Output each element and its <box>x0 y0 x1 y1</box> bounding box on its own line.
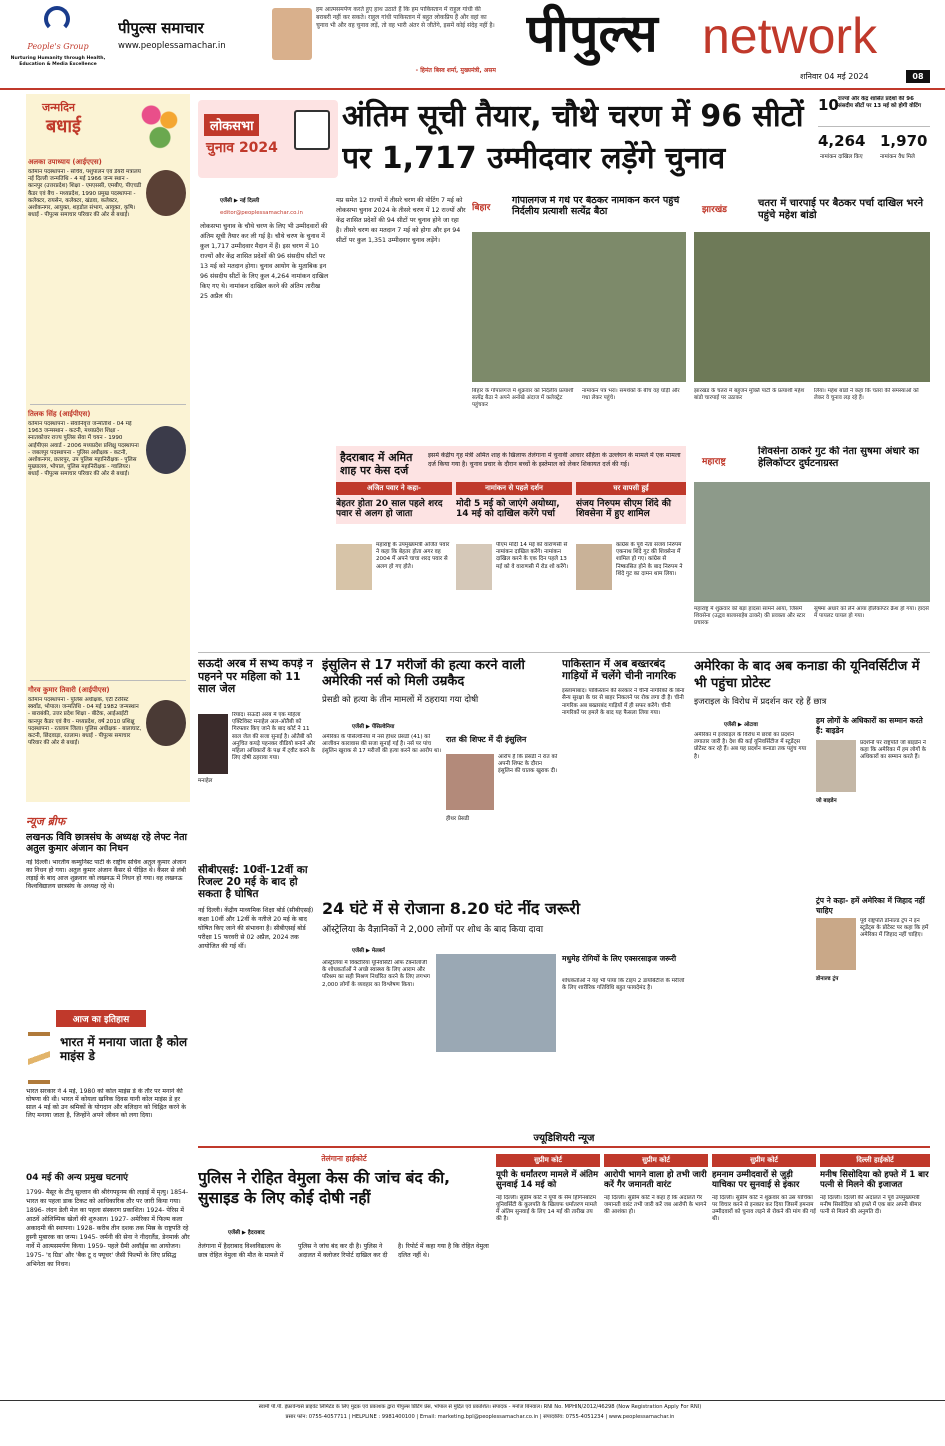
birthday-title <box>26 94 190 156</box>
judiciary-item-3 <box>712 1154 816 1392</box>
loksabha-badge-bottom: चुनाव 2024 <box>206 140 278 156</box>
pakistan-text: इस्लामाबाद। पाकिस्तान की सरकार ने चीनी नागरिकों के बिना सैन्य सुरक्षा के घर से बाहर निकलने पर रोक लगा दी है। चीनी नागरिक अब बख्तरबंद गाड़ियों में ही सफर करेंगे। चीनी नागरिकों पर हमले के बाद यह फैसला लिया गया। <box>562 688 685 716</box>
biden-text: प्रदर्शनों पर राष्ट्रपति जो बाइडेन ने कहा कि अमेरिका में हम लोगों के अधिकारों का सम्मान करते हैं। <box>860 740 927 761</box>
sleep-story <box>322 900 686 1120</box>
jharkhand-story <box>694 196 930 446</box>
trump-name: डोनाल्ड ट्रंप <box>816 976 839 982</box>
news-brief-text: नई दिल्ली। भारतीय कम्युनिस्ट पार्टी के राष्ट्रीय सचिव अतुल कुमार अंजान का निधन हो गया। अतुल कुमार अंजान कैंसर से पीड़ित थे। कैंसर से लंबी लड़ाई के बाद आज शुक्रवार को लखनऊ में निधन हो गया। वह लखनऊ विश्वविद्यालय छात्रसंघ के अध्यक्ष रहे थे। <box>26 858 187 890</box>
lead-headline: अंतिम सूची तैयार, चौथे चरण में 96 सीटों पर 1,717 उम्मीदवार लड़ेंगे चुनाव <box>342 99 804 176</box>
sanjay-kicker: घर वापसी हुई <box>576 482 686 495</box>
judiciary-kicker: सुप्रीम कोर्ट <box>712 1154 816 1167</box>
sleep-box-text: शोधकर्ताओं ने यह भी पाया कि टाइप 2 डायबिटीज के मरीजों के लिए शारीरिक गतिविधि बहुत फायदेमंद है। <box>562 978 685 992</box>
person-name: गौरव कुमार तिवारी (आईपीएस) <box>28 686 110 694</box>
page-title <box>526 0 945 70</box>
judiciary-headline: हमनाम उम्मीदवारों से जुड़ी याचिका पर सुनवाई से इंकार <box>712 1170 800 1190</box>
saudi-headline: सऊदी अरब में सभ्य कपड़े न पहनने पर महिला को 11 साल जेल <box>198 658 313 696</box>
quote-author: - हिमंत बिस्व शर्मा, मुख्यमंत्री, असम <box>415 67 496 74</box>
person-details: वर्तमान पदस्थापना - सेवानिवृत्त जन्मतिथि - 04 मई 1963 जन्मस्थान - कटनी, मध्यप्रदेश शिक्षा - स्नातकोत्तर राज्य पुलिस सेवा में चयन - 1990 आईपीएस अवार्ड - 2006 मध्यप्रदेश प्रशिक्षु पदस्थापना - जबलपुर पदस्थापना - पुलिस अधीक्षक - कटनी, अशोकनगर, छतरपुर, उप पुलिस महानिरीक्षक - पुलिस मुख्यालय, भोपाल, पुलिस महानिरीक्षक - ग्वालियर। बधाई - पीपुल्स समाचार परिवार की ओर से बधाई। <box>28 421 139 478</box>
modi-text: पीएम मोदी 14 मई को वाराणसी से नामांकन दाखिल करेंगे। नामांकन दाखिल करने के एक दिन पहले 13 मई को वे वाराणसी में रोड शो करेंगे। <box>496 542 569 570</box>
ballot-box-icon <box>294 110 330 150</box>
person-photo <box>146 700 186 746</box>
cbse-story <box>198 864 316 1114</box>
judiciary-headline: मनीष सिसोदिया को हफ्ते में 1 बार पत्नी से मिलने की इजाजत <box>820 1170 929 1190</box>
jharkhand-caption-1: झारखंड के चतरा में बहुजन मुक्ति पार्टी के प्रत्याशी महेश बांडो चारपाई पर उठाकर <box>694 388 805 401</box>
pakistan-story <box>562 658 686 908</box>
sanjay-headline: संजय निरुपम सीएम शिंदे की शिवसेना में हुए शामिल <box>576 499 671 520</box>
nurse-box-text: आरोप है कि प्रेसडी ने रात को अपनी शिफ्ट के दौरान इंसुलिन की घातक खुराक दी। <box>498 754 558 775</box>
maharashtra-headline: शिवसेना ठाकरे गुट की नेता सुषमा अंधारे का हेलिकॉप्टर दुर्घटनाग्रस्त <box>758 446 920 469</box>
title-network: network <box>702 8 878 64</box>
judiciary-kicker: सुप्रीम कोर्ट <box>496 1154 600 1167</box>
ajit-headline: बेहतर होता 20 साल पहले शरद पवार से अलग हो जाता <box>336 499 443 520</box>
lead-body-2: मप्र समेत 12 राज्यों में तीसरे चरण की वोटिंग 7 मई को लोकसभा चुनाव 2024 के तीसरे चरण में 12 राज्यों और केंद्र शासित प्रदेशों की 94 सीटों पर चुनाव होने जा रहा है। तीसरे चरण का मतदान 7 मई को होगा और इन 94 सीटों पर कुल 1,351 उम्मीदवार चुनाव लड़ेंगे। <box>336 197 466 244</box>
group-logo <box>8 4 108 82</box>
lead-email: editor@peoplessamachar.co.in <box>220 210 303 216</box>
judiciary-label <box>494 1130 634 1146</box>
group-logo-text: People's Group <box>27 42 89 51</box>
bihar-headline: गोपालगंज में गधे पर बैठकर नामांकन करने पहुंचे निर्दलीय प्रत्याशी सत्येंद्र बैठा <box>512 196 680 217</box>
stat-head: राज्यों और केंद्र शासित प्रदेशों की 96 संसदीय सीटों पर 13 मई को होगी वोटिंग <box>838 96 922 109</box>
birthday-title-main: बधाई <box>46 116 81 137</box>
stat-lbl-valid: नामांकन वैध मिले <box>880 154 915 160</box>
judiciary-text: नई दिल्ली। दिल्ली की अदालत ने पूर्व उपमुख्यमंत्री मनीष सिसोदिया को हफ्ते में एक बार अपनी बीमार पत्नी से मिलने की अनुमति दी। <box>820 1194 922 1215</box>
nurse-agency: एजेंसी ▶ पेंसिल्वेनिया <box>352 724 395 730</box>
judiciary-kicker: दिल्ली हाईकोर्ट <box>820 1154 930 1167</box>
footer-imprint: स्वामी पी.पी. इंफ्रावेन्चर्स प्राइवेट लिमिटेड के लिए मुद्रक एवं प्रकाशक द्वारा पीपुल्स प्रिंटिंग प्रेस, भोपाल से मुद्रित एवं प्रकाशित। संपादक - मनोज बिनवाल। RNI No. MPHIN/2012/46298 (Now Registration Apply For RNI) <box>258 1404 702 1410</box>
canada-headline: अमेरिका के बाद अब कनाडा की यूनिवर्सिटीज में भी पहुंचा प्रोटेस्ट <box>694 659 920 691</box>
footer-contact: प्रसार फोन: 0755-4057711 | HELPLINE : 9981400100 | Email: marketing.bpl@peoplessamachar.co.in | संपादकीय: 0755-4051234 | www.peoplessamachar.in <box>285 1414 675 1420</box>
sleep-agency: एजेंसी ▶ मेलबर्न <box>352 948 385 954</box>
nurse-photo <box>446 754 494 810</box>
issue-date: शनिवार 04 मई 2024 <box>800 72 869 81</box>
group-logo-icon <box>44 6 70 32</box>
modi-headline: मोदी 5 मई को जाएंगे अयोध्या, 14 मई को दाखिल करेंगे पर्चा <box>456 499 560 520</box>
helicopter-photo <box>694 482 930 602</box>
judiciary-text: नई दिल्ली। सुप्रीम कोर्ट ने यूपी के सैम हिगिनबॉटम यूनिवर्सिटी के कुलपति के खिलाफ धर्मांतरण मामले में अंतिम सुनवाई के लिए 14 मई की तारीख तय की है। <box>496 1194 597 1223</box>
history-headline: भारत में मनाया जाता है कोल माइंस डे <box>60 1035 188 1063</box>
history-events: 1799- मैसूर के टीपू सुल्तान की श्रीरंगपट्टनम की लड़ाई में मृत्यु। 1854- भारत का पहला डाक टिकट को आधिकारिक तौर पर जारी किया गया। 1896- लंदन डेली मेल का पहला संस्करण प्रकाशित। 1924- पेरिस में आठवें ओलिम्पिक खेलों की शुरुआत। 1927- अमेरिका में फिल्म कला अकादमी की स्थापना। 1928- करीब तीन दशक तक मिस्र के राष्ट्रपति रहे हुस्नी मुबारक का जन्म। 1945- जर्मनी की सेना ने नीदरलैंड, डेनमार्क और नार्वे में आत्मसमर्पण किया। 1959- पहले ग्रैमी अवॉर्ड्स का आयोजन। 1975- 'द ग्रिड' और 'बैक टू द फ्यूचर' जैसी फिल्मों के लिए प्रसिद्ध अभिनेता का निधन। <box>26 1189 190 1268</box>
birthday-title-top: जन्मदिन <box>42 101 76 114</box>
birthday-person-3 <box>28 686 188 802</box>
person-photo <box>146 170 186 216</box>
loksabha-badge-top: लोकसभा <box>204 114 259 136</box>
rohith-headline: पुलिस ने रोहित वेमुला केस की जांच बंद की, सुसाइड के लिए कोई दोषी नहीं <box>198 1169 450 1207</box>
jharkhand-caption-2: लिया। महेश बांडो ने कहा कि चतरा की समस्याओं को लेकर वे चुनाव लड़ रहे हैं। <box>814 388 919 401</box>
ajit-story <box>336 482 452 642</box>
history-box <box>26 1010 190 1380</box>
sanjay-story <box>576 482 686 642</box>
ajit-kicker: अजित पवार ने कहा- <box>336 482 452 495</box>
masthead <box>0 0 945 88</box>
birthday-column <box>26 94 190 802</box>
stat-num-valid: 1,970 <box>880 132 928 150</box>
bihar-tag: बिहार <box>472 203 491 213</box>
rohith-agency: एजेंसी ▶ हैदराबाद <box>228 1230 265 1236</box>
birthday-person-2 <box>28 410 188 670</box>
stat-num-states: 10 <box>818 96 839 114</box>
sleep-headline: 24 घंटे में से रोजाना 8.20 घंटे नींद जरूरी <box>322 900 580 918</box>
news-brief-headline: लखनऊ विवि छात्रसंघ के अध्यक्ष रहे लेफ्ट नेता अतुल कुमार अंजान का निधन <box>26 832 187 854</box>
saudi-text: रियाद। सऊदी अरब में एक महिला एक्टिविस्ट मनाहेल अल-ओतैबी को गिरफ्तार किए जाने के बाद कोर्ट ने 11 साल जेल की सजा सुनाई है। ओतैबी को अनुचित कपड़े पहनकर वीडियो बनाने और महिला अधिकारों के पक्ष में ट्वीट करने के लिए दोषी ठहराया गया। <box>232 712 316 762</box>
paper-url[interactable]: www.peoplessamachar.in <box>118 41 226 51</box>
person-details: वर्तमान पदस्थापना - पुलिस अधीक्षक, एंटी टेररिस्ट स्क्वॉड, भोपाल। जन्मतिथि - 04 मई 1982 जन्मस्थान - बाराबंकी, उत्तर प्रदेश शिक्षा - बीटेक, आईआईटी कानपुर कैडर एवं बैच - मध्यप्रदेश, वर्ष 2010 प्रशिक्षु पदस्थापना - रतलाम जिला। पुलिस अधीक्षक - बालाघाट, कटनी, छिंदवाड़ा, रतलाम। बधाई - पीपुल्स समाचार परिवार की ओर से बधाई। <box>28 697 142 747</box>
maharashtra-caption-2: सुषमा अंधारे को लेने आया हेलिकॉप्टर क्रैश हो गया। हादसे में पायलट घायल हो गया। <box>814 606 929 619</box>
maharashtra-caption-1: महाराष्ट्र में शुक्रवार को बड़ा हादसा सामने आया, जिसमें शिवसेना (उद्धव बालासाहेब ठाकरे) की प्रवक्ता और स्टार प्रचारक <box>694 606 806 626</box>
lead-body-1: लोकसभा चुनाव के चौथे चरण के लिए भी उम्मीदवारों की अंतिम सूची तैयार कर ली गई है। चौथे चरण के चुनाव में कुल 1,717 उम्मीदवार मैदान में हैं। इस चरण में 10 राज्यों और केंद्र शासित प्रदेशों की 96 संसदीय सीटों पर 13 मई को मतदान होगा। चुनाव आयोग के मुताबिक इन 96 संसदीय सीटों के लिए कुल 4,264 नामांकन दाखिल किए गए थे। नामांकन दाखिल करने की अंतिम तारीख 25 अप्रैल थी। <box>200 223 329 300</box>
sleep-box-head: मधुमेह रोगियों के लिए एक्सरसाइज जरूरी <box>562 954 677 963</box>
nurse-box-head: रात की शिफ्ट में दी इंसुलिन <box>446 735 527 744</box>
group-tagline: Nurturing Humanity through Health, Education & Media Excellence <box>10 56 106 67</box>
modi-kicker: नामांकन से पहले दर्शन <box>456 482 572 495</box>
canada-sub: इजराइल के विरोध में प्रदर्शन कर रहे हैं छात्र <box>694 697 827 707</box>
canada-story <box>694 658 930 1128</box>
canada-agency: एजेंसी ▶ ओटावा <box>724 722 758 728</box>
quote-box <box>316 6 496 78</box>
ajit-text: महाराष्ट्र के उपमुख्यमंत्री अजित पवार ने कहा कि बेहतर होता अगर वह 2004 में अपने चाचा शरद पवार से अलग हो गए होते। <box>376 542 450 570</box>
judiciary-item-4 <box>820 1154 930 1392</box>
nurse-headline: इंसुलिन से 17 मरीजों की हत्या करने वाली अमेरिकी नर्स को मिली उम्रकैद <box>322 658 525 689</box>
pakistan-headline: पाकिस्तान में अब बख्तरबंद गाड़ियों में चलेंगे चीनी नागरिक <box>562 658 676 683</box>
biden-head: हम लोगों के अधिकारों का सम्मान करते हैं: बाइडेन <box>816 716 923 735</box>
modi-story <box>456 482 572 642</box>
canada-text: अमेरिका में इजराइल के विरोध में छात्रों का प्रदर्शन लगातार जारी है। देश की कई यूनिवर्सिटीज में स्टूडेंट्स प्रोटेस्ट कर रहे हैं। अब यह प्रदर्शन कनाडा तक पहुंच गया है। <box>694 732 807 760</box>
history-label: आज का इतिहास <box>56 1010 146 1027</box>
sleep-photo <box>436 954 556 1052</box>
quote-text: हम आत्मसमर्पण करते हुए हाथ उठाते हैं कि हम पाकिस्तान में राहुल गांधी की बराबरी नहीं कर सकते। राहुल गांधी पाकिस्तान में बहुत लोकप्रिय हैं और वहां का चुनाव भी और वह चुनाव लड़ें, तो वह भारी अंतर से जीतेंगे, इसमें कोई संदेह नहीं है। <box>316 6 495 29</box>
flower-bouquet-icon <box>138 100 182 150</box>
jharkhand-headline: चतरा में चारपाई पर बैठकर पर्चा दाखिल भरने पहुंचे महेश बांडो <box>758 198 924 221</box>
judiciary-label-text: ज्यूडिशियरी न्यूज <box>533 1133 595 1144</box>
sanjay-photo <box>576 544 612 590</box>
jharkhand-tag: झारखंड <box>702 205 727 215</box>
stat-num-nominations: 4,264 <box>818 132 866 150</box>
trump-text: पूर्व राष्ट्रपति डोनाल्ड ट्रंप ने इन स्टूडेंट्स के प्रोटेस्ट पर कहा कि हमें अमेरिका में जिहाद नहीं चाहिए। <box>860 918 929 939</box>
nurse-photo-name: हीथर प्रेसडी <box>446 816 470 822</box>
saudi-photo-name: मनाहेल <box>198 778 213 784</box>
maharashtra-story <box>694 446 930 646</box>
person-photo <box>146 426 186 474</box>
history-sub: 04 मई की अन्य प्रमुख घटनाएं <box>26 1173 129 1183</box>
amit-shah-title: हैदराबाद में अमित शाह पर केस दर्ज <box>340 451 413 477</box>
birthday-person-1 <box>28 158 188 388</box>
bihar-story <box>472 196 686 446</box>
biden-photo <box>816 740 856 792</box>
trump-head: ट्रंप ने कहा- हमें अमेरिका में जिहाद नहीं चाहिए <box>816 896 925 915</box>
rohith-story <box>198 1154 490 1392</box>
judiciary-headline: आरोपी भागने वाला हो तभी जारी करें गैर जमानती वारंट <box>604 1170 707 1190</box>
maharashtra-tag: महाराष्ट्र <box>702 457 726 467</box>
hourglass-icon <box>28 1032 50 1084</box>
lead-agency: एजेंसी ▶ नई दिल्ली <box>220 198 260 204</box>
cbse-text: नई दिल्ली। केंद्रीय माध्यमिक शिक्षा बोर्ड (सीबीएसई) कक्षा 10वीं और 12वीं के नतीजे 20 मई के बाद घोषित किए जाने की संभावना है। सीबीएसई बोर्ड परीक्षा 15 फरवरी से 02 अप्रैल, 2024 तक आयोजित की गई थीं। <box>198 907 314 951</box>
stat-lbl-nominations: नामांकन दाखिल किए <box>820 154 863 160</box>
paper-logo <box>118 18 268 68</box>
judiciary-text: नई दिल्ली। सुप्रीम कोर्ट ने कहा है कि अदालतें गैर जमानती वारंट तभी जारी करें जब आरोपी के भागने की आशंका हो। <box>604 1194 707 1215</box>
modi-photo <box>456 544 492 590</box>
judiciary-text: नई दिल्ली। सुप्रीम कोर्ट ने शुक्रवार को उस याचिका पर विचार करने से इनकार कर दिया जिसमें हमनाम उम्मीदवारों को चुनाव लड़ने से रोकने की मांग की गई थी। <box>712 1194 816 1223</box>
person-name: अलका उपाध्याय (आईएएस) <box>28 158 102 166</box>
nurse-sub: प्रेसडी को हत्या के तीन मामलों में ठहराया गया दोषी <box>322 695 479 705</box>
cbse-headline: सीबीएसई: 10वीं-12वीं का रिजल्ट 20 मई के बाद हो सकता है घोषित <box>198 864 308 901</box>
judiciary-item-2 <box>604 1154 708 1392</box>
person-details: वर्तमान पदस्थापना - सचिव, पशुपालन एवं डेयरी मंत्रालय नई दिल्ली जन्मतिथि - 4 मई 1966 जन्म स्थान - कानपुर (उत्तरप्रदेश) शिक्षा - एमएससी, एमबीए, पीएचडी कैडर एवं बैच - मध्यप्रदेश, 1990 प्रमुख पदस्थापना - कलेक्टर, रायसेन, कलेक्टर, खंडवा, कलेक्टर, अशोकनगर, आयुक्त, शहडोल संभाग, आयुक्त, कृषि। बधाई - पीपुल्स समाचार परिवार की ओर से बधाई। <box>28 169 142 219</box>
news-brief <box>26 814 190 1004</box>
ajit-photo <box>336 544 372 590</box>
sleep-sub: ऑस्ट्रेलिया के वैज्ञानिकों ने 2,000 लोगों पर शोध के बाद किया दावा <box>322 925 544 936</box>
paper-logo-text: पीपुल्स समाचार <box>118 19 204 37</box>
cm-photo <box>272 8 312 60</box>
loksabha-badge <box>198 100 338 178</box>
person-name: तिलक सिंह (आईपीएस) <box>28 410 91 418</box>
biden-name: जो बाइडेन <box>816 798 837 804</box>
judiciary-item-1 <box>496 1154 600 1392</box>
sleep-text: ऑस्ट्रेलिया में विक्टोरिया यूनिवर्सिटी ऑफ टेक्नोलॉजी के शोधकर्ताओं ने अच्छे स्वास्थ्य के लिए आराम और परिश्रम का सही मिश्रण निर्धारित करने के लिए लगभग 2,000 लोगों के व्यवहार का विश्लेषण किया। <box>322 960 430 988</box>
saudi-photo <box>198 714 228 774</box>
judiciary-headline: यूपी के धर्मांतरण मामले में अंतिम सुनवाई 14 मई को <box>496 1170 599 1190</box>
bihar-caption-2: नामांकन पत्र भरा। समर्थकों के बीच वह घोड़ी और गधा लेकर पहुंचे। <box>582 388 680 401</box>
title-hindi: पीपुल्स <box>526 4 658 64</box>
history-text: भारत सरकार ने 4 मई, 1980 को कोल माइंस डे के तौर पर मनाने की घोषणा की थी। भारत में कोयला खनिक दिवस यानी कोल माइंस डे हर साल 4 मई को उन श्रमिकों के योगदान और बलिदान को चिह्नित करने के लिए मनाया जाता है, जिन्होंने अपने जीवन को लगा दिया। <box>26 1088 187 1119</box>
news-brief-label: न्यूज ब्रीफ <box>26 815 66 828</box>
saudi-story <box>198 658 316 858</box>
bihar-caption-1: बिहार के गोपालगंज में शुक्रवार को निर्दलीय प्रत्याशी सत्येंद्र बैठा ने अपने अनोखे अंदाज में कलेक्ट्रेट पहुंचकर <box>472 388 574 408</box>
stats-box <box>818 96 930 188</box>
jharkhand-photo <box>694 232 930 382</box>
nurse-story <box>322 658 558 908</box>
rohith-kicker: तेलंगाना हाईकोर्ट <box>321 1154 367 1163</box>
trump-photo <box>816 918 856 970</box>
judiciary-kicker: सुप्रीम कोर्ट <box>604 1154 708 1167</box>
amit-shah-text: इसमें केंद्रीय गृह मंत्री अमित शाह के खिलाफ तेलंगाना में चुनावी आचार संहिता के उल्लंघन के मामले में एक मामला दर्ज किया गया है। चुनाव प्रचार के दौरान बच्चों के इस्तेमाल को लेकर शिकायत दर्ज की गई। <box>428 452 681 468</box>
page-number: 08 <box>906 70 930 83</box>
bihar-photo <box>472 232 686 382</box>
nurse-text: अमेरिका के पेंसिल्वेनिया में नर्स हीथर प्रेसडी (41) को आजीवन कारावास की सजा सुनाई गई है। नर्स पर पांच इंसुलिन खुराक से 17 मरीजों की हत्या करने का आरोप था। <box>322 734 442 755</box>
rohith-text: तेलंगाना में हैदराबाद विश्वविद्यालय के छात्र रोहित वेमुला की मौत के मामले में पुलिस ने जांच बंद कर दी है। पुलिस ने अदालत में क्लोजर रिपोर्ट दाखिल कर दी है। रिपोर्ट में कहा गया है कि रोहित वेमुला दलित नहीं थे। <box>198 1243 489 1259</box>
sanjay-text: कांग्रेस के पूर्व नेता संजय निरुपम एकनाथ शिंदे गुट की शिवसेना में शामिल हो गए। कांग्रेस से निष्कासित होने के बाद निरुपम ने शिंदे गुट का दामन थाम लिया। <box>616 542 683 577</box>
